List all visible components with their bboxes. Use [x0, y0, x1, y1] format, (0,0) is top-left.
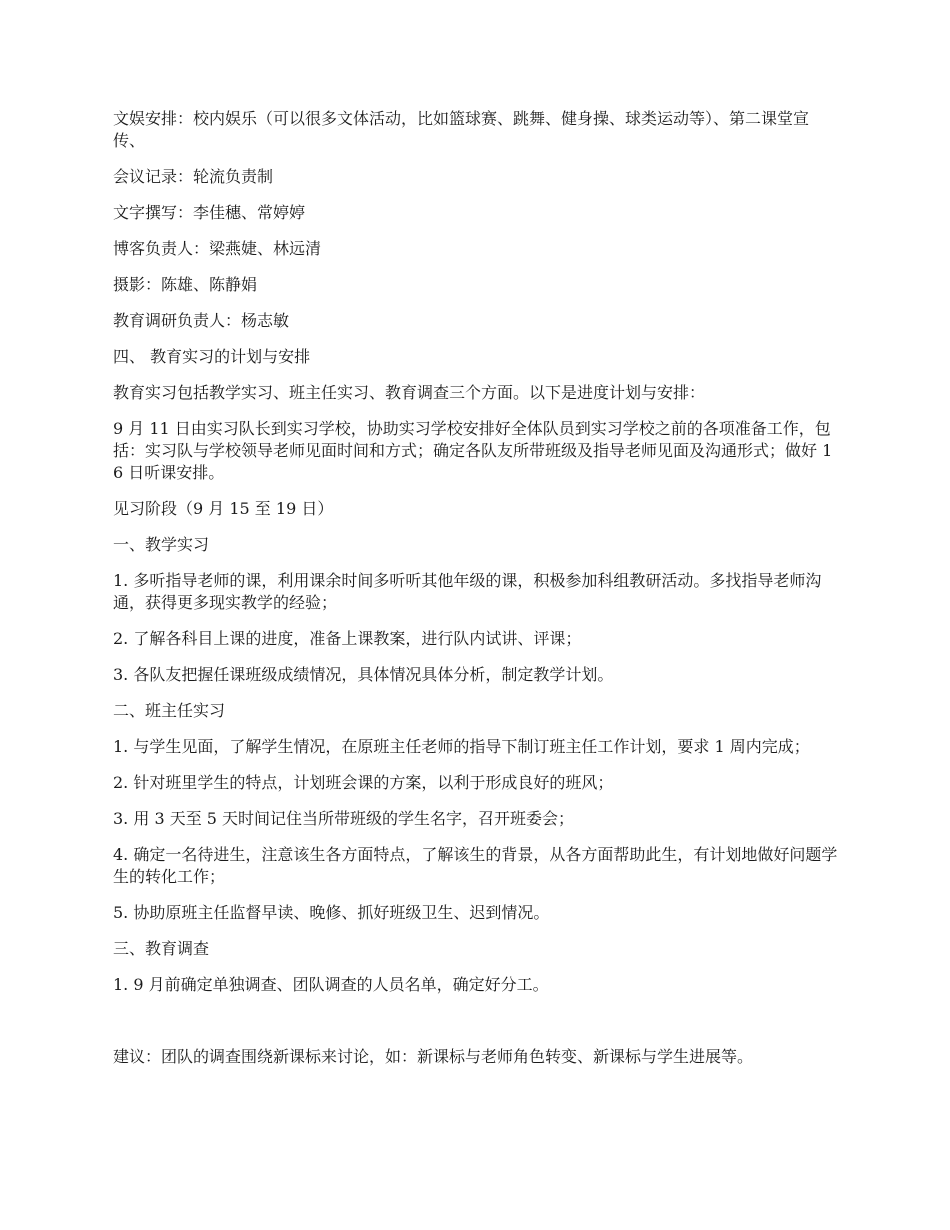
list-item-teaching-3: 3. 各队友把握任课班级成绩情况，具体情况具体分析，制定教学计划。 — [113, 665, 614, 684]
subheading-class-teacher: 二、班主任实习 — [113, 701, 226, 720]
list-item-class-4: 4. 确定一名待进生，注意该生各方面特点，了解该生的背景，从各方面帮助此生，有计划地做好问题学生的转化工作； — [113, 845, 838, 886]
paragraph-plan-intro: 教育实习包括教学实习、班主任实习、教育调查三个方面。以下是进度计划与安排： — [113, 383, 706, 402]
paragraph-blog: 博客负责人：梁燕婕、林远清 — [113, 239, 322, 258]
paragraph-entertainment: 文娱安排：校内娱乐（可以很多文体活动，比如篮球赛、跳舞、健身操、球类运动等）、第二课堂宣传、 — [113, 109, 810, 150]
blank-space — [113, 1010, 840, 1046]
subheading-teaching: 一、教学实习 — [113, 535, 210, 554]
document-body — [113, 108, 840, 1082]
list-item-class-3: 3. 用 3 天至 5 天时间记住当所带班级的学生名字，召开班委会； — [113, 809, 575, 828]
paragraph-sept-11: 9 月 11 日由实习队长到实习学校，协助实习学校安排好全体队员到实习学校之前的各项准备工作，包括：实习队与学校领导老师见面时间和方式；确定各队友所带班级及指导老师见面及沟通形式；做好 16 日听课安排。 — [113, 419, 833, 482]
list-item-teaching-2: 2. 了解各科目上课的进度，准备上课教案，进行队内试讲、评课； — [113, 629, 582, 648]
section-heading-plan: 四、 教育实习的计划与安排 — [113, 347, 311, 366]
list-item-class-5: 5. 协助原班主任监督早读、晚修、抓好班级卫生、迟到情况。 — [113, 903, 550, 922]
paragraph-writing: 文字撰写：李佳穗、常婷婷 — [113, 203, 306, 222]
list-item-teaching-1: 1. 多听指导老师的课，利用课余时间多听听其他年级的课，积极参加科组教研活动。多找指导老师沟通，获得更多现实教学的经验； — [113, 571, 822, 612]
paragraph-suggestion: 建议：团队的调查围绕新课标来讨论，如：新课标与老师角色转变、新课标与学生进展等。 — [113, 1047, 754, 1066]
subheading-survey: 三、教育调查 — [113, 939, 210, 958]
list-item-survey-1: 1. 9 月前确定单独调查、团队调查的人员名单，确定好分工。 — [113, 975, 549, 994]
paragraph-photography: 摄影：陈雄、陈静娟 — [113, 275, 258, 294]
paragraph-meeting-notes: 会议记录：轮流负责制 — [113, 167, 274, 186]
paragraph-research-lead: 教育调研负责人：杨志敏 — [113, 311, 290, 330]
list-item-class-2: 2. 针对班里学生的特点，计划班会课的方案，以利于形成良好的班风； — [113, 773, 614, 792]
list-item-class-1: 1. 与学生见面，了解学生情况，在原班主任老师的指导下制订班主任工作计划，要求 1 周内完成； — [113, 737, 810, 756]
paragraph-observation-phase: 见习阶段（9 月 15 至 19 日） — [113, 499, 334, 518]
